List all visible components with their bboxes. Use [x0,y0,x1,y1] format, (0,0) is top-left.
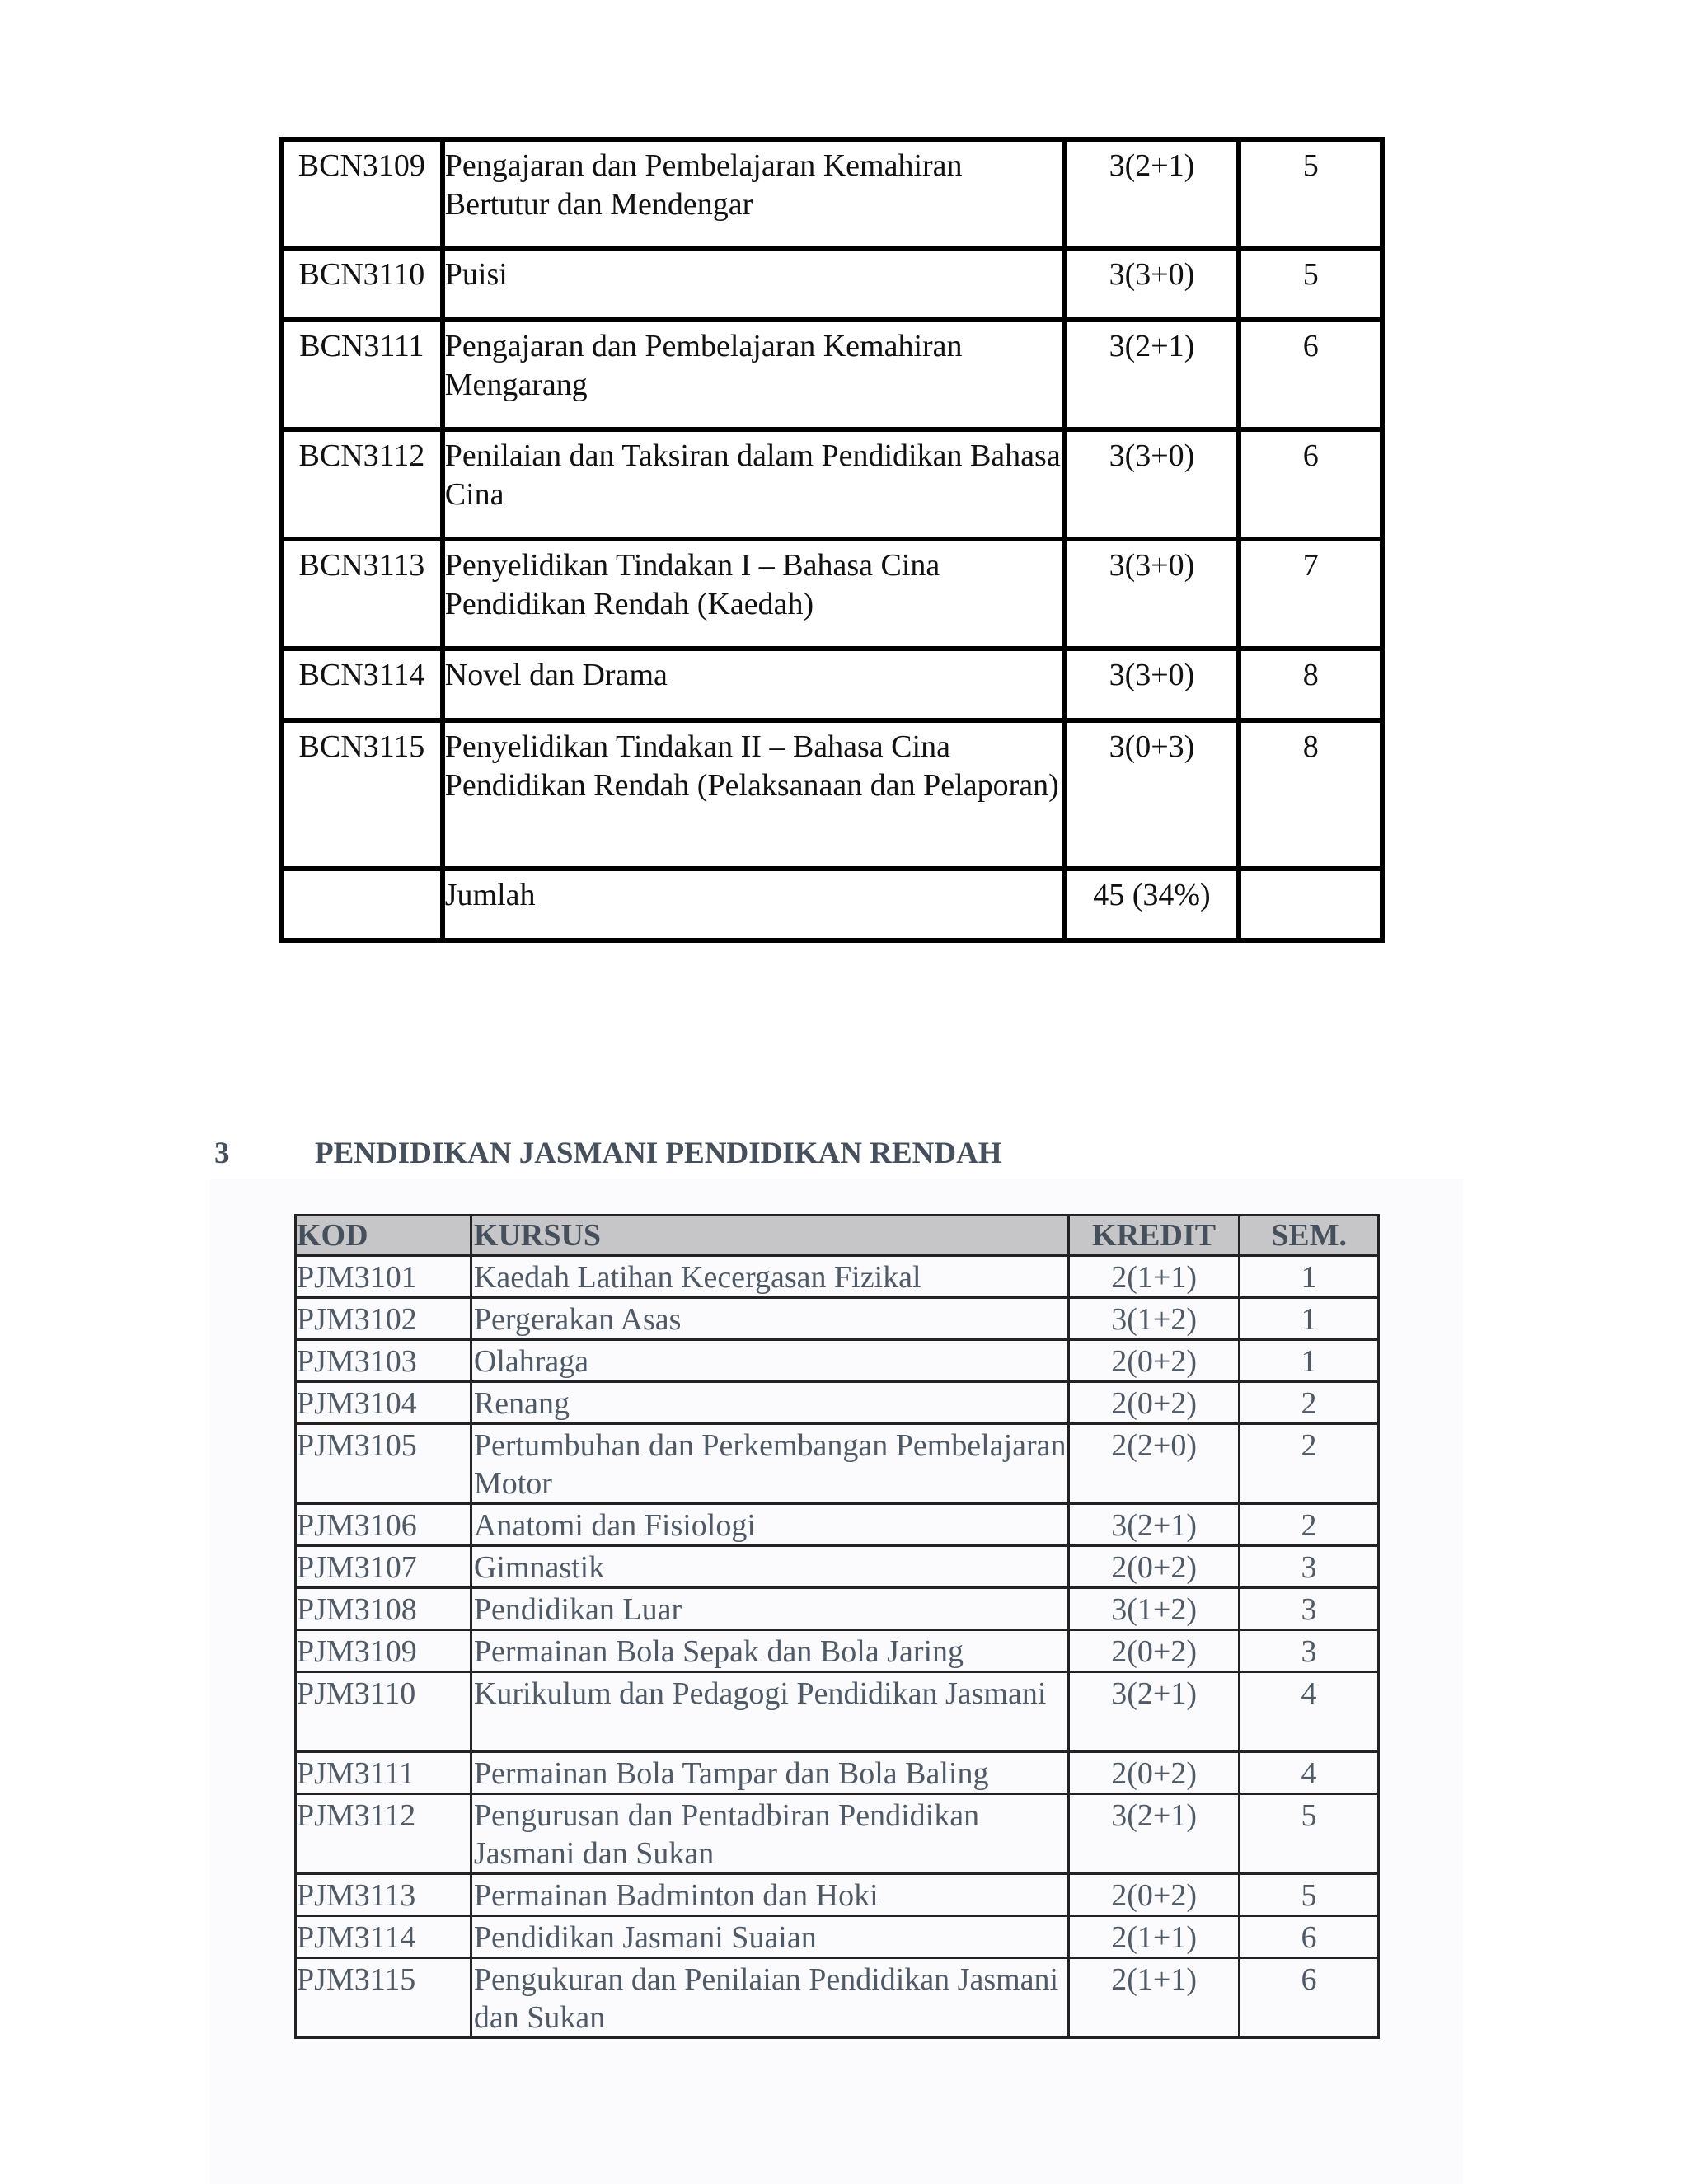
course-semester: 1 [1240,1298,1379,1340]
table-row [296,1752,1379,1794]
column-header-sem: SEM. [1240,1216,1379,1256]
course-credit: 2(1+1) [1069,1256,1240,1298]
course-code: BCN3113 [281,539,443,649]
course-title: Novel dan Drama [443,649,1065,720]
course-semester: 8 [1239,649,1382,720]
course-semester: 4 [1240,1752,1379,1794]
column-header-kursus: KURSUS [471,1216,1068,1256]
course-title: Pertumbuhan dan Perkembangan Pembelajaran Motor [471,1424,1068,1504]
course-code: PJM3107 [296,1546,471,1588]
course-credit: 3(3+0) [1065,429,1240,539]
table-row [296,1916,1379,1958]
course-credit: 3(1+2) [1069,1588,1240,1630]
course-semester: 6 [1240,1916,1379,1958]
table-row [296,1874,1379,1916]
table-row [281,429,1382,539]
course-semester: 2 [1240,1382,1379,1424]
course-semester: 6 [1240,1958,1379,2038]
course-semester: 5 [1239,139,1382,248]
table-row [296,1256,1379,1298]
course-code: PJM3104 [296,1382,471,1424]
table-row [296,1672,1379,1752]
course-code: PJM3109 [296,1630,471,1672]
course-code: BCN3111 [281,320,443,429]
course-title: Pergerakan Asas [471,1298,1068,1340]
course-credit: 2(1+1) [1069,1916,1240,1958]
table-row [296,1382,1379,1424]
total-row [281,869,1382,940]
total-code [281,869,443,940]
course-title: Kaedah Latihan Kecergasan Fizikal [471,1256,1068,1298]
course-semester: 7 [1239,539,1382,649]
section-title: PENDIDIKAN JASMANI PENDIDIKAN RENDAH [315,1137,1002,1170]
course-code: BCN3110 [281,248,443,320]
course-title: Pendidikan Luar [471,1588,1068,1630]
course-title: Pendidikan Jasmani Suaian [471,1916,1068,1958]
course-semester: 3 [1240,1546,1379,1588]
section-number: 3 [214,1137,230,1170]
pjm-course-table [294,1214,1380,2039]
course-credit: 3(2+1) [1069,1672,1240,1752]
course-code: PJM3102 [296,1298,471,1340]
course-credit: 2(0+2) [1069,1340,1240,1382]
table-row [296,1630,1379,1672]
course-code: BCN3115 [281,720,443,869]
course-code: PJM3103 [296,1340,471,1382]
course-code: PJM3105 [296,1424,471,1504]
course-credit: 2(1+1) [1069,1958,1240,2038]
course-credit: 3(2+1) [1065,320,1240,429]
course-semester: 5 [1239,248,1382,320]
course-title: Penilaian dan Taksiran dalam Pendidikan Bahasa Cina [443,429,1065,539]
course-credit: 3(0+3) [1065,720,1240,869]
total-label: Jumlah [443,869,1065,940]
course-code: BCN3109 [281,139,443,248]
course-credit: 3(2+1) [1069,1794,1240,1874]
course-title: Pengajaran dan Pembelajaran Kemahiran Bertutur dan Mendengar [443,139,1065,248]
total-credit: 45 (34%) [1065,869,1240,940]
course-title: Pengukuran dan Penilaian Pendidikan Jasmani dan Sukan [471,1958,1068,2038]
course-semester: 6 [1239,320,1382,429]
course-title: Renang [471,1382,1068,1424]
table-row [281,320,1382,429]
course-semester: 8 [1239,720,1382,869]
course-code: BCN3112 [281,429,443,539]
table-row [296,1958,1379,2038]
course-credit: 2(0+2) [1069,1874,1240,1916]
table-row [296,1298,1379,1340]
course-code: PJM3108 [296,1588,471,1630]
table-row [296,1424,1379,1504]
table-row [281,139,1382,248]
table-row [296,1504,1379,1546]
course-credit: 3(3+0) [1065,248,1240,320]
column-header-kod: KOD [296,1216,471,1256]
course-credit: 3(2+1) [1069,1504,1240,1546]
course-credit: 2(0+2) [1069,1752,1240,1794]
course-title: Permainan Bola Tampar dan Bola Baling [471,1752,1068,1794]
course-code: PJM3101 [296,1256,471,1298]
course-semester: 2 [1240,1504,1379,1546]
table-row [296,1340,1379,1382]
course-semester: 3 [1240,1588,1379,1630]
course-semester: 5 [1240,1874,1379,1916]
course-credit: 3(3+0) [1065,539,1240,649]
course-title: Penyelidikan Tindakan I – Bahasa Cina Pendidikan Rendah (Kaedah) [443,539,1065,649]
course-title: Permainan Badminton dan Hoki [471,1874,1068,1916]
course-credit: 2(2+0) [1069,1424,1240,1504]
bcn-course-table [279,137,1385,943]
course-code: PJM3115 [296,1958,471,2038]
course-credit: 3(3+0) [1065,649,1240,720]
total-semester [1239,869,1382,940]
course-code: PJM3114 [296,1916,471,1958]
table-row [296,1794,1379,1874]
table-header-row [296,1216,1379,1256]
table-row [281,248,1382,320]
course-code: PJM3106 [296,1504,471,1546]
course-semester: 2 [1240,1424,1379,1504]
course-semester: 1 [1240,1340,1379,1382]
course-semester: 1 [1240,1256,1379,1298]
table-row [281,649,1382,720]
course-code: PJM3111 [296,1752,471,1794]
course-credit: 2(0+2) [1069,1630,1240,1672]
course-semester: 4 [1240,1672,1379,1752]
course-credit: 2(0+2) [1069,1546,1240,1588]
table-row [281,720,1382,869]
course-credit: 3(1+2) [1069,1298,1240,1340]
table-row [281,539,1382,649]
course-title: Permainan Bola Sepak dan Bola Jaring [471,1630,1068,1672]
course-title: Pengurusan dan Pentadbiran Pendidikan Jasmani dan Sukan [471,1794,1068,1874]
course-code: PJM3113 [296,1874,471,1916]
course-title: Anatomi dan Fisiologi [471,1504,1068,1546]
course-code: PJM3112 [296,1794,471,1874]
column-header-kredit: KREDIT [1069,1216,1240,1256]
course-semester: 6 [1239,429,1382,539]
course-credit: 2(0+2) [1069,1382,1240,1424]
course-title: Pengajaran dan Pembelajaran Kemahiran Mengarang [443,320,1065,429]
table-row [296,1588,1379,1630]
course-title: Puisi [443,248,1065,320]
course-semester: 5 [1240,1794,1379,1874]
course-semester: 3 [1240,1630,1379,1672]
table-row [296,1546,1379,1588]
course-title: Olahraga [471,1340,1068,1382]
course-title: Gimnastik [471,1546,1068,1588]
course-title: Kurikulum dan Pedagogi Pendidikan Jasmani [471,1672,1068,1752]
course-code: BCN3114 [281,649,443,720]
course-credit: 3(2+1) [1065,139,1240,248]
course-code: PJM3110 [296,1672,471,1752]
course-title: Penyelidikan Tindakan II – Bahasa Cina Pendidikan Rendah (Pelaksanaan dan Pelaporan) [443,720,1065,869]
